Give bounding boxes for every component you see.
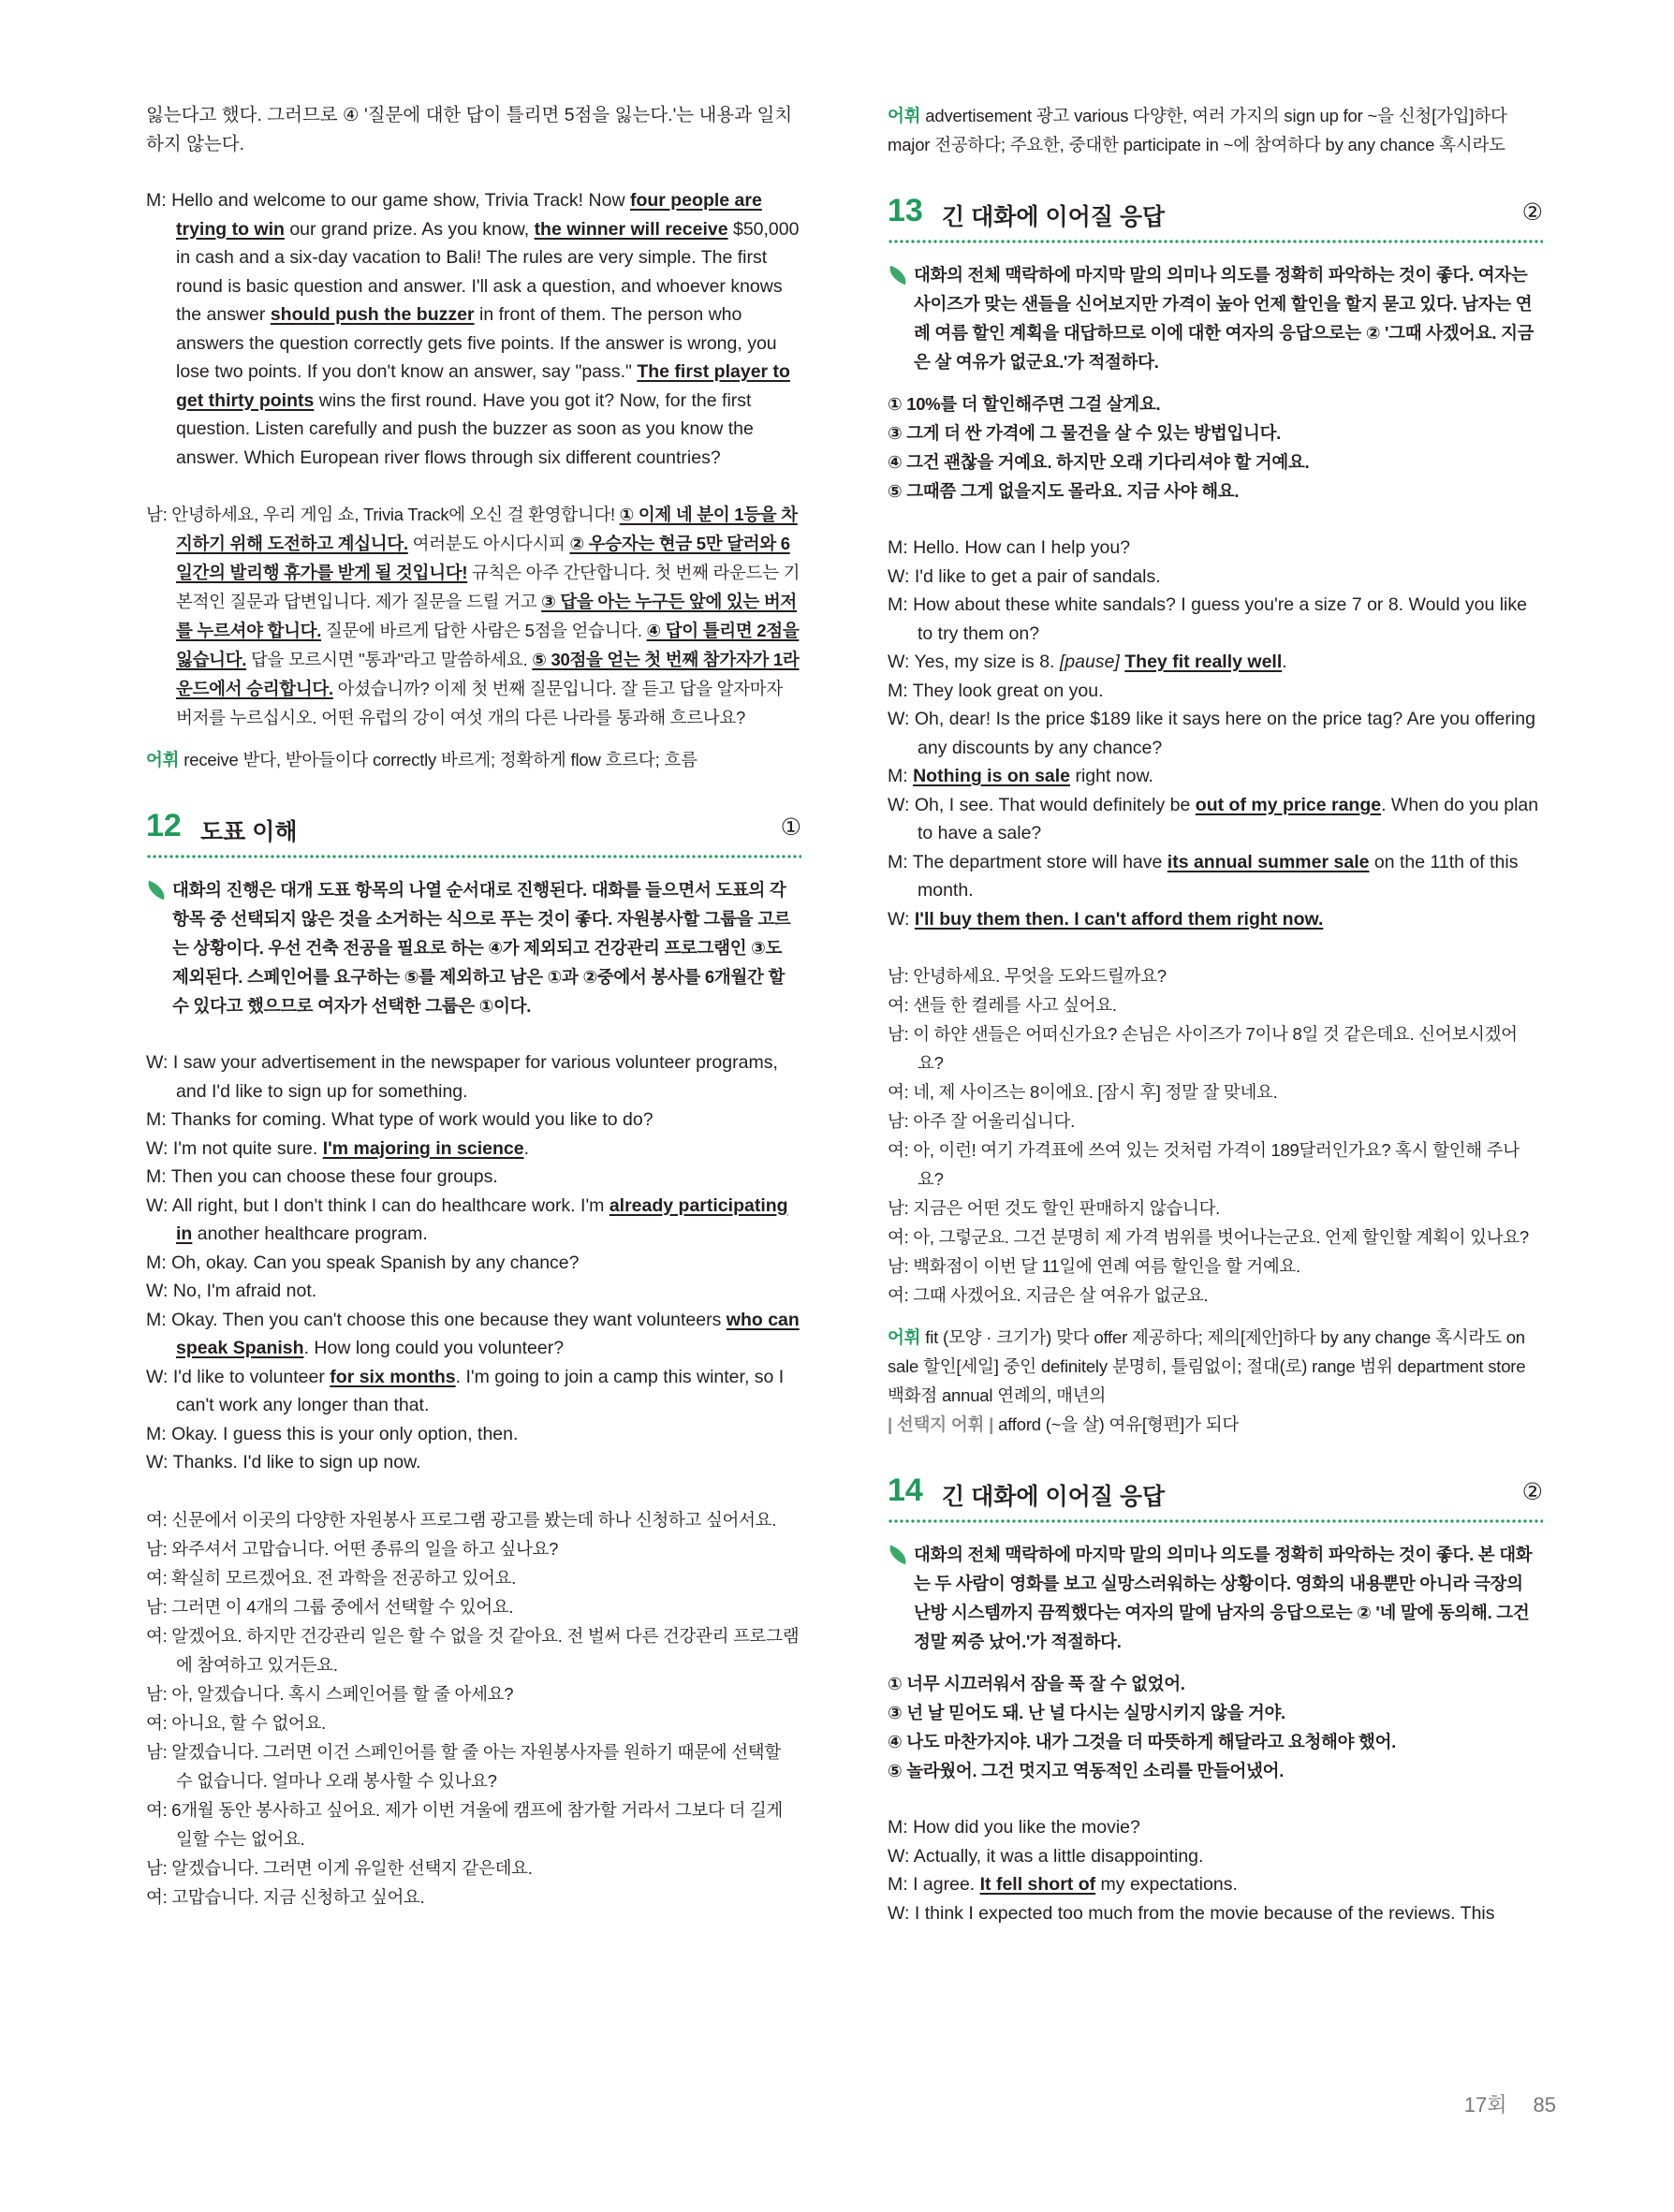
korean-line: 여: 알겠어요. 하지만 건강관리 일은 할 수 없을 것 같아요. 전 벌써 다른 건강관리 프로그램에 참여하고 있거든요.: [146, 1625, 800, 1675]
key-phrase: the winner will receive: [534, 218, 728, 240]
korean-line: 남: 이 하얀 샌들은 어떠신가요? 손님은 사이즈가 7이나 8일 것 같은데요. 신어보시겠어요?: [888, 1024, 1518, 1073]
script-text: W:: [888, 908, 915, 930]
script-text: 남: 안녕하세요, 우리 게임 쇼, Trivia Track에 오신 걸 환영합니다!: [146, 505, 620, 524]
explanation-text: 대화의 전체 맥락하에 마지막 말의 의미나 의도를 정확히 파악하는 것이 좋다. 여자는 사이즈가 맞는 샌들을 신어보지만 가격이 높아 언제 할인을 할지 묻고 있다. 남자는 연례 여름 할인 계획을 대답하므로 이에 대한 여자의 응답으로는 ② '그때 사겠어요. 지금은 살 여유가 없군요.'가 적절하다.: [914, 265, 1534, 372]
key-phrase: Nothing is on sale: [913, 766, 1071, 786]
dialogue-line: [146, 1048, 801, 1106]
korean-line: 여: 샌들 한 켤레를 사고 싶어요.: [888, 995, 1117, 1015]
script-text: 답을 모르시면 "통과"라고 말씀하세요.: [246, 650, 533, 669]
dotted-divider: [146, 853, 801, 860]
choice-item: ④ 나도 마찬가지야. 내가 그것을 더 따뜻하게 해달라고 요청해야 했어.: [888, 1732, 1397, 1751]
korean-line: 남: 아주 잘 어울리십니다.: [888, 1111, 1075, 1131]
choice-item: ⑤ 그때쯤 그게 없을지도 몰라요. 지금 사야 해요.: [888, 481, 1240, 501]
dialogue-line: [888, 563, 1543, 592]
dotted-divider: [888, 1517, 1543, 1525]
q13-explanation: [888, 260, 1543, 376]
dialogue-line: [146, 1135, 801, 1164]
right-column: [888, 101, 1543, 1927]
dialogue-line: [888, 1842, 1543, 1871]
korean-line: 남: 백화점이 이번 달 11일에 연례 여름 할인을 할 거예요.: [888, 1256, 1300, 1276]
vocab-text: advertisement 광고 various 다양한, 여러 가지의 sign up for ~을 신청[가입]하다 major 전공하다; 주요한, 중대한 participate in ~에 참여하다 by any chance 혹시라도: [888, 106, 1507, 154]
dialogue-line: [146, 1448, 801, 1477]
dialogue-line: [888, 791, 1543, 848]
script-text: another healthcare program.: [192, 1223, 428, 1244]
explanation-text: 대화의 진행은 대개 도표 항목의 나열 순서대로 진행된다. 대화를 들으면서 도표의 각 항목 중 선택되지 않은 것을 소거하는 식으로 푸는 것이 좋다. 자원봉사할 그룹을 고르는 상황이다. 우선 건축 전공을 필요로 하는 ④가 제외되고 건강관리 프로그램인 ③도 제외된다. 스페인어를 요구하는 ⑤를 제외하고 남은 ①과 ②중에서 봉사를 6개월간 할 수 있다고 했으므로 여자가 선택한 그룹은 ①이다.: [172, 880, 791, 1016]
choice-vocab-text: afford (~을 살) 여유[형편]가 되다: [998, 1414, 1240, 1434]
key-phrase: four people are trying to win: [176, 190, 762, 240]
answer-mark: ②: [1521, 199, 1543, 226]
answer-mark: ②: [1521, 1479, 1543, 1505]
question-number: 12: [146, 808, 182, 843]
dialogue-line: [146, 1249, 801, 1278]
script-text: $50,000 in cash and a six-day vacation to Bali! The rules are very simple. The first round is basic question and answer. I'll ask a question, and whoever knows the answer: [176, 218, 800, 325]
korean-line: 여: 6개월 동안 봉사하고 싶어요. 제가 이번 겨울에 캠프에 참가할 거라서 그보다 더 길게 일할 수는 없어요.: [146, 1799, 784, 1849]
script-text: M: Oh, okay. Can you speak Spanish by any chance?: [146, 1252, 580, 1273]
text-line: 하지 않는다.: [146, 133, 245, 154]
q12-korean: [146, 1505, 801, 1912]
korean-line: 여: 아니요, 할 수 없어요.: [146, 1712, 327, 1733]
dialogue-line: [888, 677, 1543, 706]
q13-dialogue: [888, 534, 1543, 933]
question-title: 도표 이해: [200, 819, 298, 845]
dialogue-line: [888, 1813, 1543, 1842]
script-text: 질문에 바르게 답한 사람은 5점을 얻습니다.: [321, 621, 647, 640]
script-text: M: How did you like the movie?: [888, 1817, 1140, 1838]
leaf-icon: [886, 266, 909, 286]
q12-vocab: [888, 101, 1543, 159]
page-footer: [1438, 2089, 1556, 2118]
dialogue-line: [888, 1899, 1543, 1928]
script-text: . How long could you volunteer?: [303, 1338, 565, 1358]
script-text: our grand prize. As you know,: [284, 218, 535, 240]
q13-choice-vocab: [888, 1410, 1543, 1439]
key-phrase: It fell short of: [979, 1874, 1096, 1895]
script-text: M: The department store will have: [888, 851, 1167, 872]
q14-header: [888, 1472, 1543, 1516]
korean-line: 여: 아, 그렇군요. 그건 분명히 제 가격 범위를 벗어나는군요. 언제 할인할 계획이 있나요?: [888, 1227, 1529, 1247]
korean-line: 남: 안녕하세요. 무엇을 도와드릴까요?: [888, 966, 1167, 986]
dialogue-line: [146, 1163, 801, 1192]
key-phrase: for six months: [330, 1366, 456, 1387]
key-phrase: out of my price range: [1195, 794, 1382, 815]
dialogue-line: [888, 905, 1543, 934]
korean-line: 남: 지금은 어떤 것도 할인 판매하지 않습니다.: [888, 1198, 1220, 1218]
choice-item: ① 10%를 더 할인해주면 그걸 살게요.: [888, 394, 1161, 414]
choice-item: ③ 그게 더 싼 가격에 그 물건을 살 수 있는 방법입니다.: [888, 423, 1282, 443]
script-text: .: [523, 1137, 529, 1159]
script-text: M: Hello and welcome to our game show, Trivia Track! Now: [146, 190, 630, 211]
choice-item: ⑤ 놀라웠어. 그건 멋지고 역동적인 소리를 만들어냈어.: [888, 1761, 1285, 1780]
dotted-divider: [888, 238, 1543, 245]
script-text: wins the first round. Have you got it? Now, for the first question. Listen carefully and push the buzzer as soon as you know the answer. Which European river flows through six different countries?: [176, 389, 754, 468]
dialogue-line: [888, 1870, 1543, 1899]
leaf-icon: [144, 881, 168, 901]
question-title: 긴 대화에 이어질 응답: [942, 204, 1166, 230]
choice-item: ① 너무 시끄러워서 잠을 푹 잘 수 없었어.: [888, 1674, 1185, 1693]
korean-line: 여: 고맙습니다. 지금 신청하고 싶어요.: [146, 1886, 425, 1907]
script-text: right now.: [1070, 766, 1153, 786]
choice-item: ④ 그건 괜찮을 거예요. 하지만 오래 기다리셔야 할 거예요.: [888, 452, 1310, 472]
script-text: W: I'd like to get a pair of sandals.: [888, 565, 1161, 587]
script-text: W: I saw your advertisement in the newspaper for various volunteer programs, and I'd like to sign up for something.: [146, 1052, 778, 1102]
vocab-tag: 어휘: [146, 750, 180, 769]
key-phrase: its annual summer sale: [1167, 851, 1370, 872]
q13-vocab: [888, 1323, 1543, 1410]
script-text: M: Then you can choose these four groups.: [146, 1166, 498, 1187]
leaf-icon: [886, 1545, 909, 1565]
korean-line: 여: 아, 이런! 여기 가격표에 쓰여 있는 것처럼 가격이 189달러인가요? 혹시 할인해 주나요?: [888, 1140, 1520, 1189]
script-text: on the 11th of this month.: [918, 851, 1519, 901]
text-line: 잃는다고 했다. 그러므로 ④ '질문에 대한 답이 틀리면 5점을 잃는다.'는 내용과 일치: [146, 105, 793, 125]
script-text: 여러분도 아시다시피: [407, 534, 570, 553]
q11-english-script: [146, 186, 801, 472]
dialogue-line: [146, 1106, 801, 1135]
q11-explanation-tail: [146, 101, 801, 158]
dialogue-line: [888, 762, 1543, 791]
vocab-text: receive 받다, 받아들이다 correctly 바르게; 정확하게 flow 흐르다; 흐름: [184, 750, 698, 769]
key-phrase: I'll buy them then. I can't afford them right now.: [914, 908, 1324, 930]
script-text: M: They look great on you.: [888, 680, 1104, 701]
question-number: 13: [888, 193, 923, 228]
dialogue-line: [888, 591, 1543, 648]
session-label: 17회: [1463, 2093, 1507, 2117]
key-phrase: I'm majoring in science: [322, 1137, 524, 1159]
script-text: W: Actually, it was a little disappointing.: [888, 1845, 1204, 1867]
key-phrase: They fit really well: [1124, 652, 1283, 672]
q14-choices: [888, 1669, 1543, 1785]
script-text: M: Okay. Then you can't choose this one because they want volunteers: [146, 1309, 727, 1330]
key-phrase: who can speak Spanish: [176, 1309, 800, 1358]
q12-explanation: [146, 875, 801, 1020]
script-text: .: [1282, 652, 1287, 672]
q12-header: [146, 808, 801, 851]
vocab-tag: 어휘: [888, 106, 921, 125]
dialogue-line: [888, 848, 1543, 905]
question-number: 14: [888, 1472, 923, 1508]
script-text: M: Thanks for coming. What type of work would you like to do?: [146, 1109, 653, 1130]
key-phrase: ③ 답을 아는 누구든 앞에 있는 버저를 누르셔야 합니다.: [176, 592, 797, 640]
dialogue-line: [888, 648, 1543, 677]
script-text: in front of them. The person who answers the question correctly gets five points. If the answer is wrong, you lose two points. If you don't know an answer, say "pass.": [176, 304, 777, 382]
korean-line: 여: 네, 제 사이즈는 8이에요. [잠시 후] 정말 잘 맞네요.: [888, 1082, 1278, 1102]
q14-explanation: [888, 1540, 1543, 1656]
q11-vocab: [146, 745, 801, 774]
stage-direction: [pause]: [1059, 652, 1120, 672]
script-text: W: I think I expected too much from the movie because of the reviews. This: [888, 1902, 1495, 1924]
script-text: M:: [888, 766, 914, 786]
korean-line: 남: 그러면 이 4개의 그룹 중에서 선택할 수 있어요.: [146, 1596, 514, 1617]
q11-korean-script: [146, 500, 801, 732]
answer-mark: ①: [780, 814, 801, 841]
dialogue-line: [888, 534, 1543, 563]
explanation-text: 대화의 전체 맥락하에 마지막 말의 의미나 의도를 정확히 파악하는 것이 좋다. 본 대화는 두 사람이 영화를 보고 실망스러워하는 상황이다. 영화의 내용뿐만 아니라 극장의 난방 시스템까지 끔찍했다는 여자의 말에 남자의 응답으로는 ② '네 말에 동의해. 그건 정말 찌증 났어.'가 적절하다.: [914, 1545, 1533, 1651]
korean-line: 남: 와주셔서 고맙습니다. 어떤 종류의 일을 하고 싶나요?: [146, 1538, 559, 1559]
q13-header: [888, 193, 1543, 236]
korean-line: 여: 그때 사겠어요. 지금은 살 여유가 없군요.: [888, 1285, 1209, 1305]
script-text: W: Oh, dear! Is the price $189 like it says here on the price tag? Are you offering any discounts by any chance?: [888, 709, 1535, 758]
script-text: W: I'm not quite sure.: [146, 1137, 323, 1159]
q12-dialogue: [146, 1048, 801, 1477]
script-text: M: How about these white sandals? I guess you're a size 7 or 8. Would you like to try them on?: [888, 594, 1527, 644]
korean-line: 여: 확실히 모르겠어요. 전 과학을 전공하고 있어요.: [146, 1567, 516, 1588]
key-phrase: ② 우승자는 현금 5만 달러와 6일간의 발리행 휴가를 받게 될 것입니다!: [176, 534, 790, 582]
vocab-text: fit (모양 · 크기가) 맞다 offer 제공하다; 제의[제안]하다 by any change 혹시라도 on sale 할인[세일] 중인 definitely 분명히, 틀림없이; 절대(로) range 범위 department store 백화점 annual 연례의, 매년의: [888, 1327, 1526, 1405]
dialogue-line: [146, 1306, 801, 1363]
korean-line: 남: 아, 알겠습니다. 혹시 스페인어를 할 줄 아세요?: [146, 1683, 514, 1704]
q13-korean: [888, 961, 1543, 1310]
script-text: W: I'd like to volunteer: [146, 1366, 330, 1387]
korean-line: 남: 알겠습니다. 그러면 이건 스페인어를 할 줄 아는 자원봉사자를 원하기 때문에 선택할 수 없습니다. 얼마나 오래 봉사할 수 있나요?: [146, 1741, 781, 1791]
choice-vocab-tag: | 선택지 어휘 |: [888, 1414, 994, 1434]
script-text: . I'm going to join a camp this winter, so I can't work any longer than that.: [176, 1366, 785, 1415]
key-phrase: already participating in: [176, 1194, 788, 1244]
script-text: W: Oh, I see. That would definitely be: [888, 794, 1196, 815]
page-number: 85: [1533, 2093, 1556, 2117]
vocab-tag: 어휘: [888, 1327, 921, 1347]
dialogue-line: [146, 1420, 801, 1449]
script-text: M: Okay. I guess this is your only option, then.: [146, 1423, 519, 1444]
key-phrase: ① 이제 네 분이 1등을 차지하기 위해 도전하고 계십니다.: [176, 505, 798, 553]
script-text: W: Thanks. I'd like to sign up now.: [146, 1452, 421, 1472]
question-title: 긴 대화에 이어질 응답: [942, 1484, 1166, 1510]
script-text: M: Hello. How can I help you?: [888, 537, 1131, 558]
korean-line: 여: 신문에서 이곳의 다양한 자원봉사 프로그램 광고를 봤는데 하나 신청하고 싶어서요.: [146, 1509, 777, 1530]
script-text: W: All right, but I don't think I can do healthcare work. I'm: [146, 1194, 609, 1216]
dialogue-line: [146, 1363, 801, 1420]
key-phrase: The first player to get thirty points: [176, 361, 790, 411]
script-text: W: Yes, my size is 8.: [888, 652, 1060, 672]
left-column: [146, 101, 801, 1912]
dialogue-line: [888, 705, 1543, 762]
q13-choices: [888, 389, 1543, 505]
korean-line: 남: 알겠습니다. 그러면 이게 유일한 선택지 같은데요.: [146, 1857, 533, 1878]
script-text: W: No, I'm afraid not.: [146, 1281, 317, 1301]
script-text: . When do you plan to have a sale?: [918, 794, 1539, 843]
script-text: 아셨습니까? 이제 첫 번째 질문입니다. 잘 듣고 답을 알자마자 버저를 누르십시오. 어떤 유럽의 강이 여섯 개의 다른 나라를 통과해 흐르나요?: [176, 679, 783, 727]
dialogue-line: [146, 1277, 801, 1306]
key-phrase: ⑤ 30점을 얻는 첫 번째 참가자가 1라운드에서 승리합니다.: [176, 650, 800, 698]
choice-item: ③ 넌 날 믿어도 돼. 난 널 다시는 실망시키지 않을 거야.: [888, 1703, 1285, 1722]
key-phrase: ④ 답이 틀리면 2점을 잃습니다.: [176, 621, 800, 669]
script-text: 규칙은 아주 간단합니다. 첫 번째 라운드는 기본적인 질문과 답변입니다. 제가 질문을 드릴 거고: [176, 563, 800, 611]
dialogue-line: [146, 1192, 801, 1249]
q14-dialogue: [888, 1813, 1543, 1927]
script-text: my expectations.: [1095, 1874, 1238, 1895]
key-phrase: should push the buzzer: [270, 304, 475, 325]
script-text: M: I agree.: [888, 1874, 980, 1895]
